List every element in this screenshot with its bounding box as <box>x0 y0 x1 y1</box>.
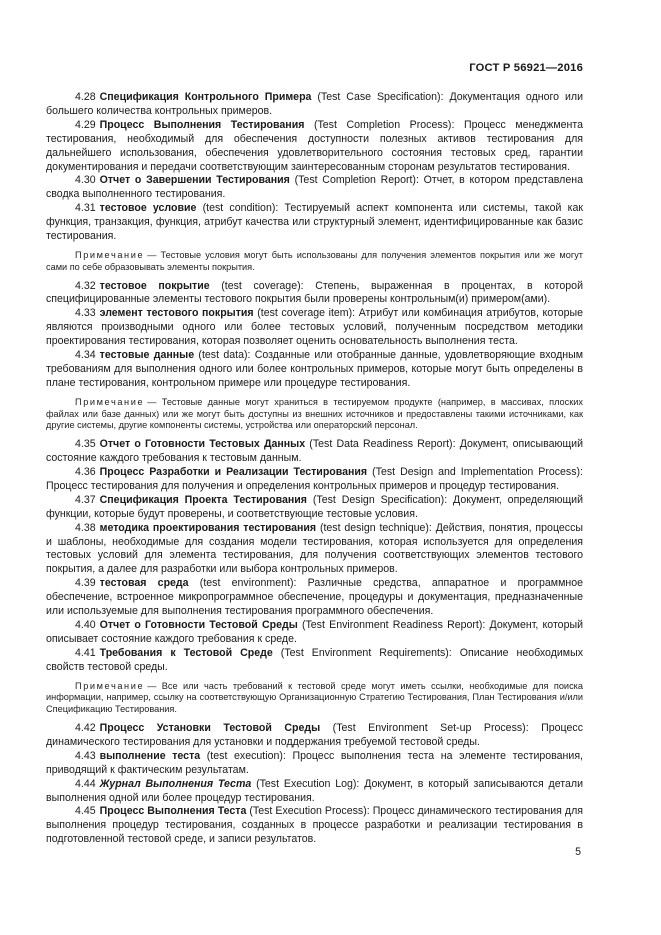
entry-definition: (Test Data Readiness Report): Документ, описывающий состояние каждого требования к тестовым данным. <box>46 438 583 465</box>
entry-4-41 <box>46 647 583 675</box>
entry-4-43 <box>46 750 583 778</box>
entry-number: 4.28 <box>75 91 96 103</box>
entry-definition: (Test Environment Requirements): Описание необходимых свойств тестовой среды. <box>46 646 583 673</box>
entry-number: 4.33 <box>75 307 96 320</box>
entry-4-31 <box>46 202 583 244</box>
entry-definition: (Test Design Specification): Документ, определяющий функции, которые будут проверены, и соответствующие тестовые условия. <box>46 493 584 520</box>
document-body <box>46 91 583 847</box>
entry-number: 4.44 <box>75 777 96 790</box>
entry-4-34 <box>46 349 583 391</box>
entry-definition: (test design technique): Действия, понятия, процессы и шаблоны, необходимые для создания модели тестирования, которая используется для определения тестовых условий для элемента тестирования, для получения соответствующих элементов тестового покрытия, а далее для разработки или выбора контрольных примеров. <box>46 521 583 576</box>
entry-4-38 <box>46 522 583 578</box>
entry-term: Спецификация Проекта Тестирования <box>99 493 307 506</box>
entry-4-33 <box>46 307 583 349</box>
entry-4-44 <box>46 778 583 806</box>
entry-number: 4.43 <box>75 749 96 762</box>
entry-term: тестовая среда <box>99 577 189 590</box>
entry-term: Спецификация Контрольного Примера <box>99 91 312 103</box>
page-number: 5 <box>575 846 581 858</box>
entry-definition: (Test Environment Readiness Report): Документ, который описывает состояние каждого требования к среде. <box>46 618 583 645</box>
entry-definition: (Test Execution Log): Документ, в который записываются детали выполнения одной или более процедур тестирования. <box>46 777 583 804</box>
entry-term: Процесс Выполнения Теста <box>99 805 247 818</box>
entry-definition: (test coverage): Степень, выраженная в процентах, в которой специфицированные элементы тестового покрытия были проверены контрольным(и) примером(ами). <box>46 279 583 306</box>
note-label: Примечание <box>75 680 145 691</box>
entry-definition: (Test Design and Implementation Process): Процесс тестирования для получения и определения контрольных примеров и процедур тестирования. <box>46 466 583 492</box>
entry-definition: (Test Completion Process): Процесс менеджмента тестирования, необходимый для обеспечения доступности полезных активов тестирования для дальнейшего использования, обеспечения удовлетворительного состояния тестовых сред, гарантии документирования и передачи соответствующим заинтересованным сторонам результатов тестирования. <box>46 118 583 173</box>
entry-number: 4.35 <box>75 438 96 451</box>
entry-4-29 <box>46 119 583 175</box>
entry-term: Требования к Тестовой Среде <box>99 646 273 659</box>
entry-number: 4.45 <box>75 805 96 818</box>
entry-4-32 <box>46 280 583 308</box>
entry-term: Отчет о Готовности Тестовой Среды <box>99 618 298 631</box>
entry-definition: (test data): Созданные или отобранные данные, удовлетворяющие входным требованиям для выполнения одного или более контрольных примеров, которые могут быть определены в плане тестирования, контрольном примере или процедуре тестирования. <box>46 349 583 389</box>
entry-4-36 <box>46 466 583 494</box>
entry-number: 4.34 <box>75 349 96 362</box>
entry-term: Отчет о Завершении Тестирования <box>99 174 290 187</box>
entry-term: Процесс Выполнения Тестирования <box>99 118 305 131</box>
entry-number: 4.40 <box>75 618 96 631</box>
entry-number: 4.41 <box>75 646 96 659</box>
entry-number: 4.31 <box>75 202 96 215</box>
entry-definition: (Test Completion Report): Отчет, в котором представлена сводка выполненного тестирования. <box>46 174 583 201</box>
entry-term: Отчет о Готовности Тестовых Данных <box>99 438 306 451</box>
entry-4-39 <box>46 577 583 619</box>
entry-term: Процесс Разработки и Реализации Тестирования <box>99 466 368 479</box>
note-text: — Тестовые условия могут быть использованы для получения элементов покрытия или же могут сами по себе образовывать элементы покрытия. <box>46 249 583 272</box>
entry-number: 4.29 <box>75 118 96 131</box>
entry-number: 4.36 <box>75 466 96 479</box>
note-test-data <box>46 397 583 432</box>
entry-term: тестовые данные <box>99 349 195 362</box>
document-code: ГОСТ Р 56921—2016 <box>469 62 583 74</box>
entry-term: выполнение теста <box>99 749 201 762</box>
entry-definition: (test environment): Различные средства, аппаратное и программное обеспечение, встроенное микропрограммное обеспечение, процедуры и документация, предназначенные или используемые для выполнения тестирования программного обеспечения. <box>46 577 583 618</box>
entry-4-45 <box>46 805 583 847</box>
entry-definition: (Test Execution Process): Процесс динамического тестирования для выполнения процедур тестирования, созданных в процессе разработки и реализации тестирования в подготовленной тестовой среде, и записи результатов. <box>46 805 583 846</box>
entry-definition: (test coverage item): Атрибут или комбинация атрибутов, которые являются производными одного или более тестовых условий, полученным посредством методики проектирования тестирования, которая позволяет оценить основательность выполнения теста. <box>46 307 583 348</box>
entry-number: 4.39 <box>75 577 96 590</box>
entry-4-30 <box>46 174 583 202</box>
note-label: Примечание <box>75 249 145 260</box>
entry-definition: (test condition): Тестируемый аспект компонента или системы, такой как функция, транзакция, функция, атрибут качества или структурный элемент, идентифицированные как базис тестирования. <box>46 202 584 243</box>
entry-term: тестовое покрытие <box>99 279 210 292</box>
entry-number: 4.30 <box>75 174 96 187</box>
note-label: Примечание <box>75 396 145 407</box>
note-test-condition <box>46 250 583 274</box>
entry-number: 4.42 <box>75 722 96 734</box>
note-text: — Все или часть требований к тестовой среде могут иметь ссылки, необходимые для поиска информации, например, ссылку на соответствующую Организационную Стратегию Тестирования, План Тестирования и/или Спецификацию Тестирования. <box>46 680 583 715</box>
entry-definition: (Test Case Specification): Документация одного или большего количества контрольных примеров. <box>46 91 583 117</box>
entry-term: тестовое условие <box>99 202 197 215</box>
entry-term: Журнал Выполнения Теста <box>99 777 252 790</box>
entry-4-37 <box>46 494 583 522</box>
entry-term: методика проектирования тестирования <box>99 521 317 534</box>
entry-number: 4.37 <box>75 493 96 506</box>
entry-definition: (Test Environment Set-up Process): Процесс динамического тестирования для установки и поддержания требуемой тестовой среды. <box>46 722 583 748</box>
note-environment <box>46 681 583 716</box>
entry-term: Процесс Установки Тестовой Среды <box>99 722 321 734</box>
entry-term: элемент тестового покрытия <box>99 307 254 320</box>
entry-4-28 <box>46 91 583 119</box>
entry-4-42 <box>46 722 583 750</box>
entry-4-40 <box>46 619 583 647</box>
note-text: — Тестовые данные могут храниться в тестируемом продукте (например, в массивах, плоских файлах или базе данных) или же могут быть доступны из внешних источников и предоставлены такими источниками, как другие системы, другие компоненты системы, устройства или операторский персонал. <box>46 396 583 431</box>
entry-definition: (test execution): Процесс выполнения теста на элементе тестирования, приводящий к фактическим результатам. <box>46 749 584 776</box>
entry-number: 4.38 <box>75 521 96 534</box>
entry-4-35 <box>46 438 583 466</box>
entry-number: 4.32 <box>75 279 96 292</box>
